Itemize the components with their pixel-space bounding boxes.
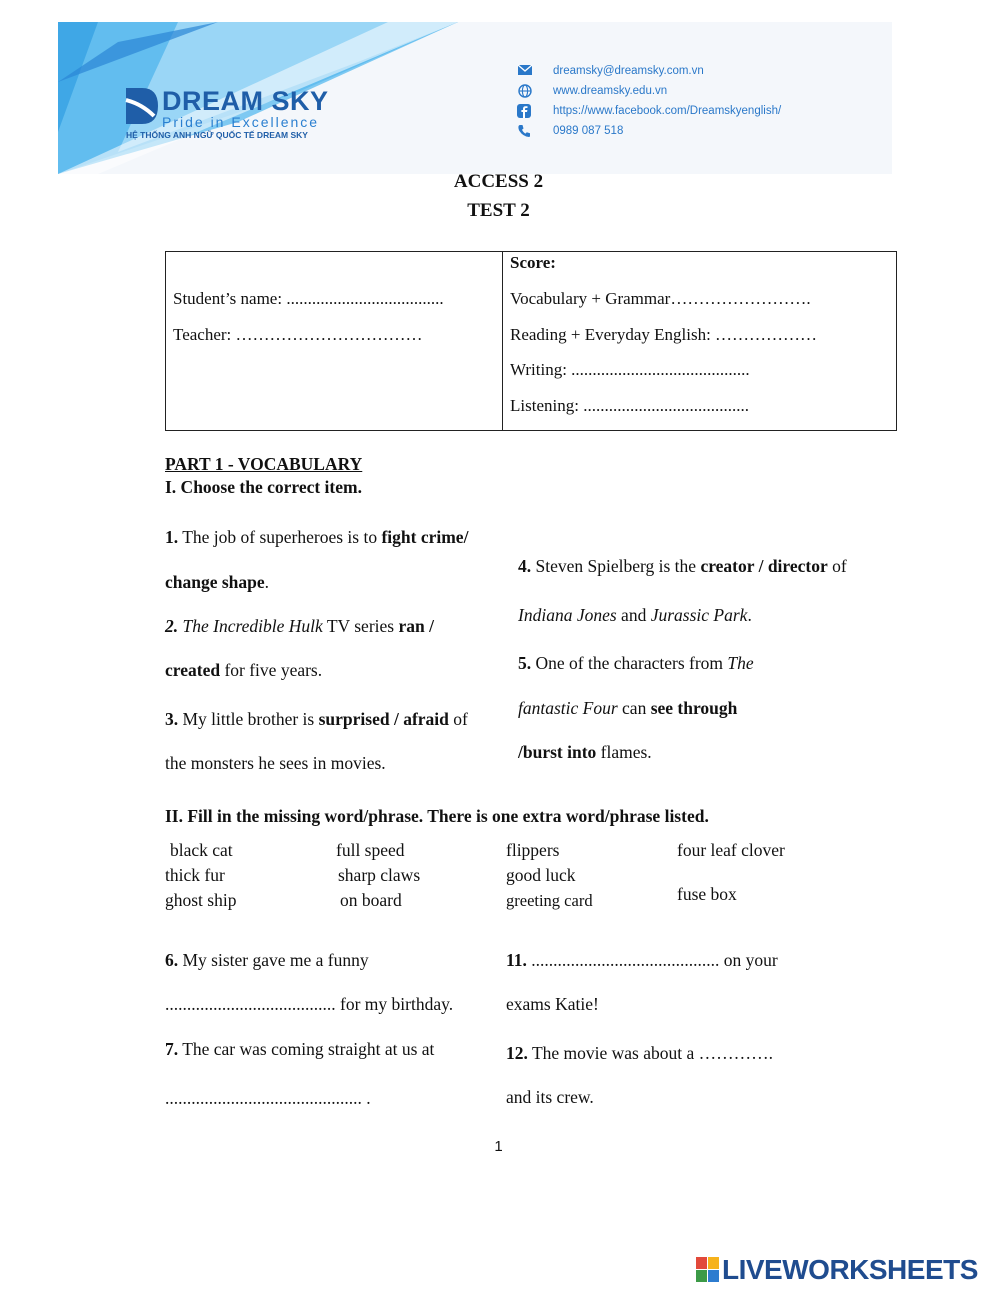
word-bank-item: on board: [340, 890, 402, 910]
student-name-field[interactable]: Student’s name: .....................................: [173, 289, 444, 308]
q12-answer-line[interactable]: The movie was about a ………….: [531, 1043, 773, 1063]
q4-options[interactable]: creator / director: [700, 556, 828, 576]
q2-option-a[interactable]: ran /: [398, 616, 434, 636]
q3-end: the monsters he sees in movies.: [165, 753, 386, 773]
score-vocab-grammar[interactable]: Vocabulary + Grammar…………………….: [510, 289, 811, 308]
q4-title1: Indiana Jones: [518, 605, 617, 625]
teacher-field[interactable]: Teacher: ……………………………: [173, 325, 423, 344]
q1-end: .: [264, 572, 270, 592]
q2-title: The Incredible Hulk: [182, 616, 323, 636]
dream-sky-logo-icon: [124, 86, 160, 126]
q12-number: 12.: [506, 1043, 528, 1063]
question-4: [518, 556, 847, 577]
q4-end: .: [747, 605, 752, 625]
question-4-line2: [518, 605, 752, 626]
word-bank-item: full speed: [336, 840, 405, 860]
question-6: [165, 950, 369, 971]
question-12: [506, 1043, 773, 1064]
q4-and: and: [621, 605, 647, 625]
q5-title-a: The: [727, 653, 754, 673]
header-banner: [58, 22, 892, 174]
section2-title: II. Fill in the missing word/phrase. There is one extra word/phrase listed.: [165, 806, 709, 826]
phone-icon: [517, 124, 531, 138]
liveworksheets-text: LIVEWORKSHEETS: [722, 1254, 978, 1285]
contact-email[interactable]: [553, 62, 704, 80]
q3-number: 3.: [165, 709, 179, 729]
question-1-line2: [165, 572, 269, 593]
mail-icon: [517, 64, 533, 76]
q3-options[interactable]: surprised / afraid: [318, 709, 449, 729]
word-bank-item: greeting card: [506, 891, 593, 910]
contact-phone-text: 0989 087 518: [553, 125, 624, 137]
globe-icon: [517, 84, 533, 98]
word-bank-item: flippers: [506, 840, 560, 860]
facebook-icon: [517, 104, 531, 118]
q4-title2: Jurassic Park: [650, 605, 748, 625]
student-info-table: [165, 251, 897, 431]
q7-text: The car was coming straight at us at: [182, 1039, 435, 1059]
word-bank-item: black cat: [170, 840, 233, 860]
table-divider: [502, 252, 503, 430]
word-bank-item: sharp claws: [338, 865, 421, 885]
score-reading[interactable]: Reading + Everyday English: ………………: [510, 325, 818, 344]
q5-number: 5.: [518, 653, 532, 673]
liveworksheets-logo-icon: [696, 1257, 720, 1283]
q5-option-a[interactable]: see through: [650, 698, 738, 718]
word-bank-item: good luck: [506, 865, 576, 885]
q1-separator: /: [463, 527, 469, 547]
question-7: [165, 1039, 434, 1060]
q4-text2: of: [832, 556, 847, 576]
question-3: [165, 709, 468, 730]
section1-title: I. Choose the correct item.: [165, 477, 362, 497]
logo-subtitle: HỆ THỐNG ANH NGỮ QUỐC TẾ DREAM SKY: [126, 130, 308, 140]
contact-website-text: www.dreamsky.edu.vn: [553, 85, 668, 97]
q6-answer-line[interactable]: ....................................... for my birthday.: [165, 994, 454, 1014]
q11-answer-line[interactable]: ........................................... on your: [531, 950, 778, 970]
q1-option-a[interactable]: fight crime: [381, 527, 464, 547]
q11-end: exams Katie!: [506, 994, 599, 1014]
score-label: Score:: [510, 253, 556, 272]
contact-email-text: dreamsky@dreamsky.com.vn: [553, 65, 704, 77]
logo-tagline: Pride in Excellence: [162, 114, 320, 130]
q5-text: One of the characters from: [535, 653, 724, 673]
q5-text2: can: [622, 698, 647, 718]
q2-option-b[interactable]: created: [165, 660, 221, 680]
q2-end: for five years.: [224, 660, 323, 680]
contact-facebook[interactable]: [553, 102, 781, 120]
logo-name: DREAM SKY: [162, 86, 329, 116]
word-bank-item: thick fur: [165, 865, 225, 885]
contact-phone[interactable]: [553, 122, 623, 140]
q2-number: 2.: [165, 616, 179, 636]
question-5: [518, 653, 754, 674]
word-bank-item: four leaf clover: [677, 840, 785, 860]
q1-option-b[interactable]: change shape: [165, 572, 265, 592]
question-2: [165, 616, 434, 637]
q11-number: 11.: [506, 950, 527, 970]
word-bank-item: fuse box: [677, 884, 737, 904]
question-1: [165, 527, 468, 548]
q1-text: The job of superheroes is to: [182, 527, 378, 547]
q3-text: My little brother is: [182, 709, 315, 729]
page-number: 1: [494, 1138, 503, 1155]
part1-heading: PART 1 - VOCABULARY: [165, 454, 363, 474]
q2-text: TV series: [326, 616, 395, 636]
word-bank-item: ghost ship: [165, 890, 237, 910]
score-listening[interactable]: Listening: .......................................: [510, 396, 749, 415]
q7-answer-line[interactable]: ............................................. .: [165, 1088, 371, 1108]
q5-title-b: fantastic Four: [518, 698, 618, 718]
q4-number: 4.: [518, 556, 532, 576]
q6-number: 6.: [165, 950, 179, 970]
q12-end: and its crew.: [506, 1087, 594, 1107]
q7-number: 7.: [165, 1039, 179, 1059]
q5-option-b[interactable]: /burst into: [518, 742, 597, 762]
score-writing[interactable]: Writing: ..........................................: [510, 360, 750, 379]
q6-text: My sister gave me a funny: [182, 950, 369, 970]
question-2-line2: [165, 660, 322, 681]
q3-text2: of: [453, 709, 468, 729]
question-5-line2: [518, 698, 737, 719]
q5-end: flames.: [600, 742, 652, 762]
question-11: [506, 950, 778, 971]
contact-facebook-text: https://www.facebook.com/Dreamskyenglish/: [553, 105, 782, 117]
test-title-line1: ACCESS 2: [453, 171, 544, 192]
test-title-line2: TEST 2: [467, 200, 530, 221]
q4-text: Steven Spielberg is the: [535, 556, 697, 576]
contact-website[interactable]: [553, 82, 667, 100]
q1-number: 1.: [165, 527, 179, 547]
question-5-line3: [518, 742, 652, 763]
